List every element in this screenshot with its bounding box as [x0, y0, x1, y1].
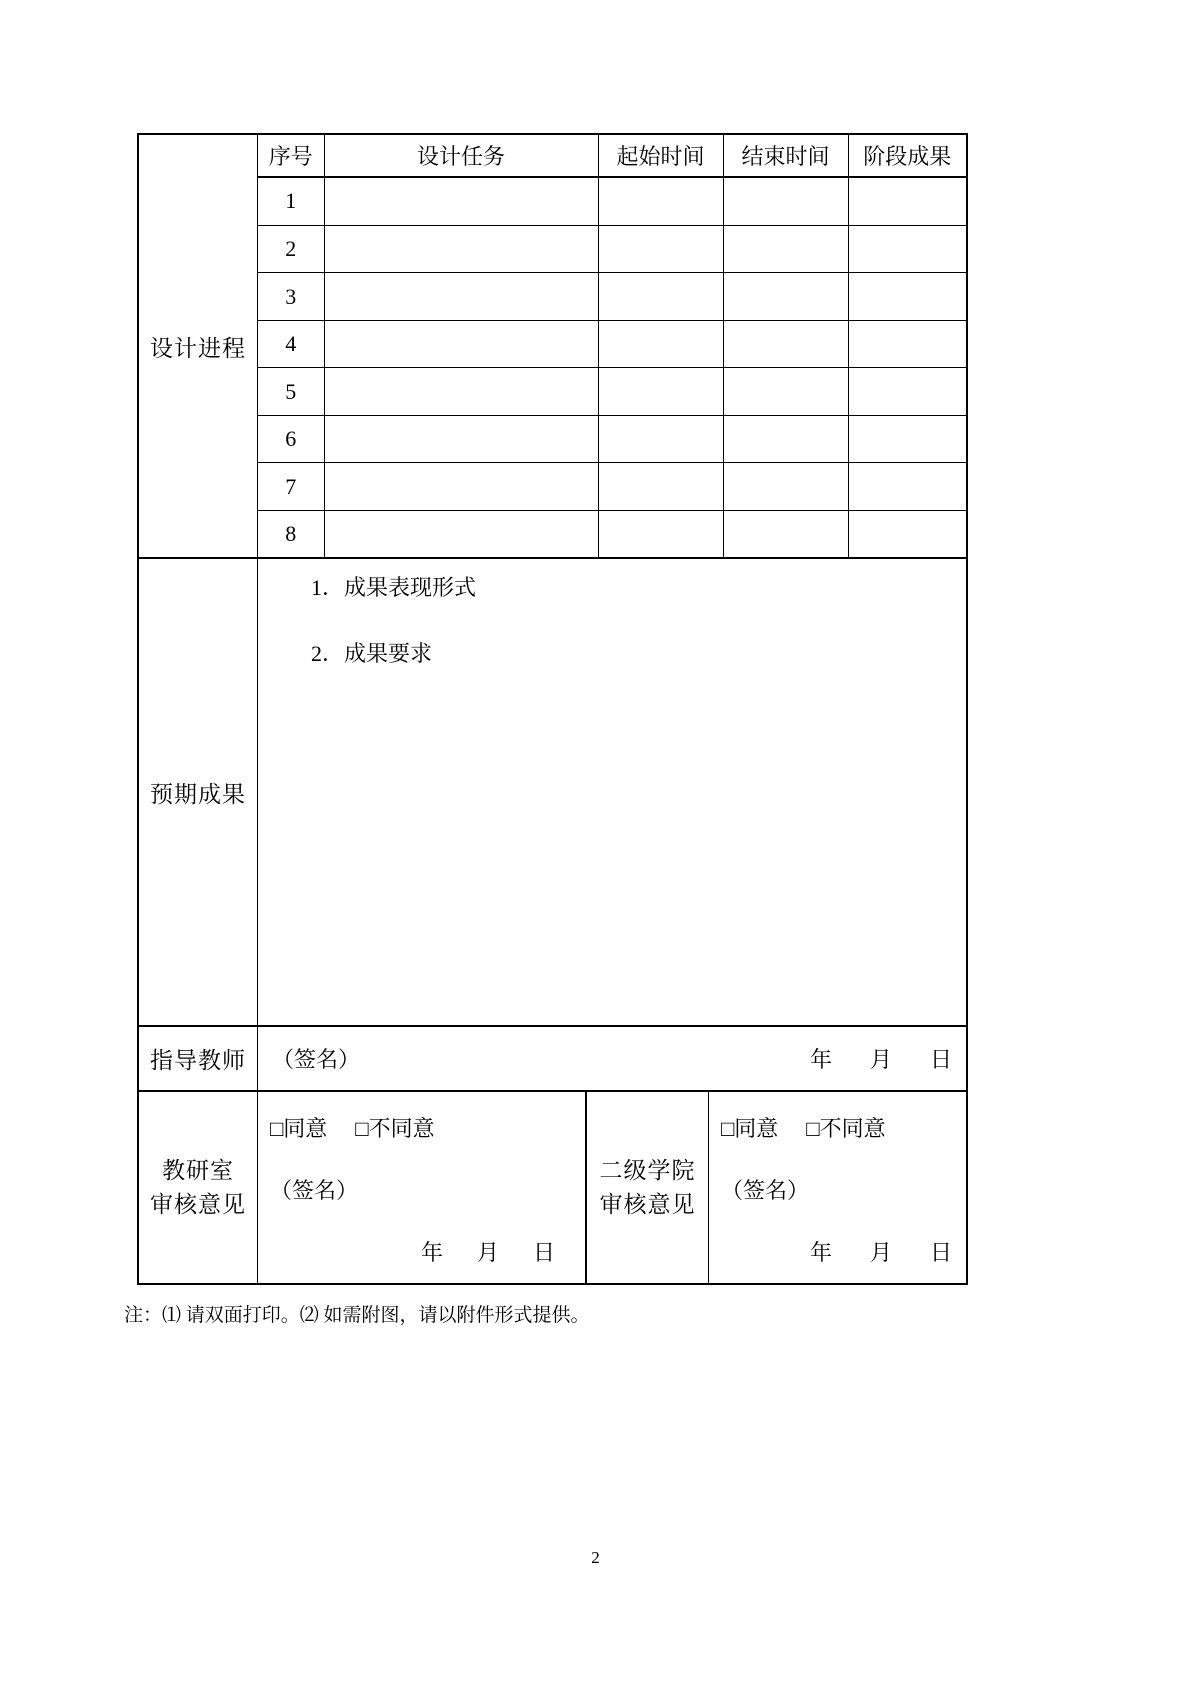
dept-opinion-options	[270, 1112, 555, 1143]
start-time-cell	[598, 463, 723, 511]
task-cell	[324, 177, 598, 225]
start-time-cell	[598, 225, 723, 273]
date-line	[810, 1043, 952, 1074]
col-header-end-time: 结束时间	[723, 135, 848, 177]
month-label: 月	[869, 1047, 892, 1072]
task-cell	[324, 368, 598, 416]
college-opinion-options	[721, 1112, 952, 1143]
end-time-cell	[723, 225, 848, 273]
progress-header-row	[258, 135, 966, 177]
seq-cell: 4	[258, 320, 324, 368]
col-header-stage-result: 阶段成果	[848, 135, 966, 177]
end-time-cell	[723, 273, 848, 321]
start-time-cell	[598, 177, 723, 225]
table-row	[258, 273, 966, 321]
section-design-progress	[139, 135, 966, 557]
col-header-task: 设计任务	[324, 135, 598, 177]
seq-cell: 2	[258, 225, 324, 273]
table-row	[258, 463, 966, 511]
end-time-cell	[723, 320, 848, 368]
end-time-cell	[723, 368, 848, 416]
end-time-cell	[723, 177, 848, 225]
section-advisor-signature	[139, 1025, 966, 1090]
stage-result-cell	[848, 273, 966, 321]
task-cell	[324, 463, 598, 511]
month-label: 月	[869, 1240, 892, 1265]
table-row	[258, 415, 966, 463]
stage-result-cell	[848, 320, 966, 368]
dept-review-label-line1: 教研室	[162, 1157, 234, 1183]
stage-result-cell	[848, 225, 966, 273]
year-label: 年	[809, 1240, 832, 1265]
college-review-label-line1: 二级学院	[599, 1157, 696, 1183]
table-row	[258, 510, 966, 557]
end-time-cell	[723, 415, 848, 463]
expected-results-label: 预期成果	[139, 559, 258, 1025]
stage-result-cell	[848, 463, 966, 511]
task-cell	[324, 415, 598, 463]
expected-item-requirements: 2．成果要求	[311, 641, 433, 666]
form-table	[137, 133, 968, 1285]
expected-results-content	[258, 559, 966, 1025]
year-label: 年	[809, 1047, 832, 1072]
table-row	[258, 177, 966, 225]
start-time-cell	[598, 320, 723, 368]
signature-placeholder: （签名）	[721, 1178, 810, 1203]
table-row	[258, 225, 966, 273]
dept-review-label	[139, 1092, 258, 1283]
table-row	[258, 320, 966, 368]
dept-review-opinion-area	[258, 1092, 587, 1283]
start-time-cell	[598, 510, 723, 557]
signature-placeholder: （签名）	[270, 1178, 359, 1203]
signature-placeholder: （签名）	[272, 1047, 361, 1072]
advisor-signature-area	[258, 1027, 966, 1090]
col-header-start-time: 起始时间	[598, 135, 723, 177]
section-expected-results	[139, 557, 966, 1025]
date-line	[810, 1236, 952, 1267]
day-label: 日	[929, 1240, 952, 1265]
college-review-label-line2: 审核意见	[599, 1191, 696, 1217]
disagree-option: □不同意	[806, 1116, 886, 1141]
seq-cell: 3	[258, 273, 324, 321]
seq-cell: 6	[258, 415, 324, 463]
progress-table	[258, 135, 966, 557]
college-review-label	[587, 1092, 709, 1283]
seq-cell: 7	[258, 463, 324, 511]
seq-cell: 5	[258, 368, 324, 416]
month-label: 月	[476, 1240, 499, 1265]
agree-option: □同意	[721, 1116, 779, 1141]
start-time-cell	[598, 368, 723, 416]
start-time-cell	[598, 273, 723, 321]
stage-result-cell	[848, 415, 966, 463]
section-review-opinions	[139, 1090, 966, 1283]
college-review-opinion-area	[709, 1092, 966, 1283]
design-progress-grid	[258, 135, 966, 557]
year-label: 年	[420, 1240, 443, 1265]
task-cell	[324, 273, 598, 321]
expected-item-presentation-form: 1．成果表现形式	[311, 575, 477, 600]
disagree-option: □不同意	[355, 1116, 435, 1141]
stage-result-cell	[848, 368, 966, 416]
end-time-cell	[723, 510, 848, 557]
page-number: 2	[591, 1548, 600, 1567]
stage-result-cell	[848, 510, 966, 557]
dept-review-label-line2: 审核意见	[150, 1191, 246, 1217]
day-label: 日	[929, 1047, 952, 1072]
task-cell	[324, 320, 598, 368]
seq-cell: 1	[258, 177, 324, 225]
table-row	[258, 368, 966, 416]
col-header-seq: 序号	[258, 135, 324, 177]
stage-result-cell	[848, 177, 966, 225]
start-time-cell	[598, 415, 723, 463]
footnote: 注：⑴ 请双面打印。⑵ 如需附图，请以附件形式提供。	[124, 1305, 590, 1326]
seq-cell: 8	[258, 510, 324, 557]
design-progress-label: 设计进程	[139, 135, 258, 557]
task-cell	[324, 510, 598, 557]
end-time-cell	[723, 463, 848, 511]
advisor-label: 指导教师	[139, 1027, 258, 1090]
date-line	[421, 1236, 555, 1267]
day-label: 日	[532, 1240, 555, 1265]
task-cell	[324, 225, 598, 273]
agree-option: □同意	[270, 1116, 328, 1141]
